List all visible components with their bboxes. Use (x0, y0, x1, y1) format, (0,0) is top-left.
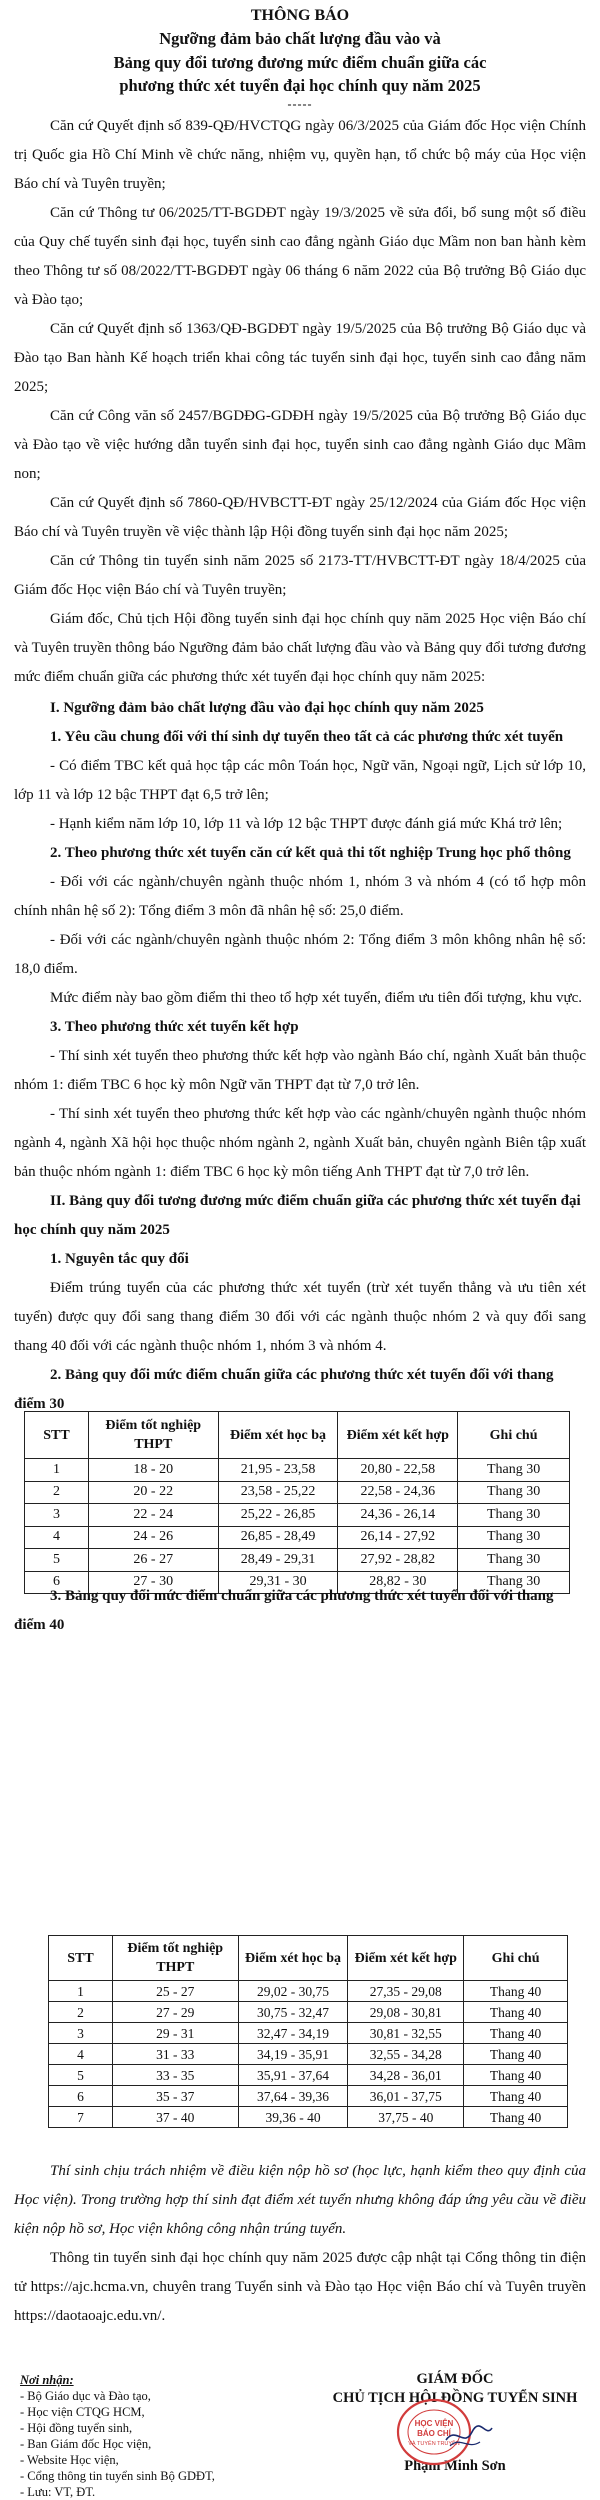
table-cell: 30,75 - 32,47 (238, 2002, 348, 2023)
table-cell: 26 - 27 (88, 1549, 218, 1572)
table-cell: Thang 40 (464, 2023, 568, 2044)
table-cell: 2 (49, 2002, 113, 2023)
signer-title-1: GIÁM ĐỐC (416, 2371, 494, 2387)
preamble-paragraph: Căn cứ Thông tư 06/2025/TT-BGDĐT ngày 19/3/2025 về sửa đổi, bổ sung một số điều của Quy chế tuyển sinh đại học, tuyển sinh cao đẳng ngành Giáo dục Mầm non ban hành kèm theo Thông tư số 08/2022/TT-BGDĐT ngày 06 tháng 6 năm 2022 của Bộ trưởng Bộ Giáo dục và Đào tạo; (14, 205, 586, 308)
recipient-item: - Hội đồng tuyển sinh, (20, 2421, 133, 2435)
table-cell: 25 - 27 (112, 1981, 238, 2002)
table-cell: Thang 40 (464, 2107, 568, 2128)
table-cell: 27 - 30 (88, 1571, 218, 1594)
table-cell: 27 - 29 (112, 2002, 238, 2023)
table-cell: Thang 40 (464, 2086, 568, 2107)
title-line-3: phương thức xét tuyển đại học chính quy năm 2025 (119, 76, 481, 96)
table-cell: 26,14 - 27,92 (338, 1526, 458, 1549)
table-cell: 32,47 - 34,19 (238, 2023, 348, 2044)
table-cell: 36,01 - 37,75 (348, 2086, 464, 2107)
section-1-sub-3: 3. Theo phương thức xét tuyển kết hợp (50, 1019, 299, 1035)
table-row (49, 1981, 568, 2002)
table-cell: 28,82 - 30 (338, 1571, 458, 1594)
preamble-paragraph: Giám đốc, Chủ tịch Hội đồng tuyển sinh đại học chính quy năm 2025 Học viện Báo chí và Tuyên truyền thông báo Ngưỡng đảm bảo chất lượng đầu vào và Bảng quy đổi tương đương mức điểm chuẩn giữa các phương thức xét tuyển đại học chính quy năm 2025: (14, 611, 586, 685)
table-cell: 30,81 - 32,55 (348, 2023, 464, 2044)
preamble-paragraph: Căn cứ Quyết định số 7860-QĐ/HVBCTT-ĐT ngày 25/12/2024 của Giám đốc Học viện Báo chí và Tuyên truyền về việc thành lập Hội đồng tuyển sinh đại học năm 2025; (14, 495, 586, 540)
table-cell: Thang 30 (458, 1481, 570, 1504)
table-cell: 1 (25, 1459, 89, 1482)
section-1-title: I. Ngưỡng đảm bảo chất lượng đầu vào đại học chính quy năm 2025 (50, 700, 484, 716)
table-cell: Thang 30 (458, 1504, 570, 1527)
preamble-paragraph: Căn cứ Công văn số 2457/BGDĐG-GDĐH ngày 19/5/2025 của Bộ trưởng Bộ Giáo dục và Đào tạo về việc hướng dẫn tuyển sinh đại học, tuyển sinh cao đẳng ngành Giáo dục Mầm non; (14, 408, 586, 482)
preamble-paragraph: Căn cứ Thông tin tuyển sinh năm 2025 số 2173-TT/HVBCTT-ĐT ngày 18/4/2025 của Giám đốc Học viện Báo chí và Tuyên truyền; (14, 553, 586, 598)
table-cell: 34,28 - 36,01 (348, 2065, 464, 2086)
table-cell: 21,95 - 23,58 (218, 1459, 338, 1482)
document-header (0, 2, 600, 112)
table-row (25, 1526, 570, 1549)
table-cell: 24 - 26 (88, 1526, 218, 1549)
table-cell: 20,80 - 22,58 (338, 1459, 458, 1482)
section-1-sub-2: 2. Theo phương thức xét tuyển căn cứ kết quả thi tốt nghiệp Trung học phổ thông (50, 845, 571, 861)
table-cell: Thang 30 (458, 1549, 570, 1572)
preamble-paragraph: Căn cứ Quyết định số 839-QĐ/HVCTQG ngày 06/3/2025 của Giám đốc Học viện Chính trị Quốc gia Hồ Chí Minh về chức năng, nhiệm vụ, quyền hạn, tổ chức bộ máy của Học viện Báo chí và Tuyên truyền; (14, 118, 586, 192)
column-header: Điểm xét học bạ (218, 1412, 338, 1459)
table-cell: Thang 40 (464, 1981, 568, 2002)
table-cell: 37,75 - 40 (348, 2107, 464, 2128)
section-2-sub-1: 1. Nguyên tắc quy đổi (50, 1251, 189, 1267)
table-cell: 37,64 - 39,36 (238, 2086, 348, 2107)
table-cell: 20 - 22 (88, 1481, 218, 1504)
table-cell: 31 - 33 (112, 2044, 238, 2065)
official-stamp-icon (394, 2388, 494, 2468)
notice-heading: THÔNG BÁO (250, 7, 350, 24)
document-body (14, 112, 586, 1419)
column-header: STT (25, 1412, 89, 1459)
table-cell: 6 (25, 1571, 89, 1594)
conversion-table-30 (24, 1411, 570, 1594)
section-1-item: - Hạnh kiểm năm lớp 10, lớp 11 và lớp 12 bậc THPT được đánh giá mức Khá trở lên; (50, 816, 563, 832)
recipient-item: - Ban Giám đốc Học viện, (20, 2437, 152, 2451)
table-row (25, 1504, 570, 1527)
recipient-item: - Website Học viện, (20, 2453, 119, 2467)
signer-title-2: CHỦ TỊCH HỘI ĐỒNG TUYỂN SINH (332, 2390, 578, 2406)
table-row (49, 2023, 568, 2044)
table-cell: 23,58 - 25,22 (218, 1481, 338, 1504)
table-cell: Thang 30 (458, 1571, 570, 1594)
column-header: Điểm xét kết hợp (348, 1936, 464, 1981)
table-cell: Thang 40 (464, 2002, 568, 2023)
title-separator: ----- (287, 96, 313, 111)
table-body (49, 1981, 568, 2128)
table-row (49, 2107, 568, 2128)
table-cell: 39,36 - 40 (238, 2107, 348, 2128)
responsibility-note: Thí sinh chịu trách nhiệm về điều kiện nộp hồ sơ (học lực, hạnh kiểm theo quy định của Học viện). Trong trường hợp thí sinh đạt điểm xét tuyển nhưng không đáp ứng yêu cầu về điều kiện nộp hồ sơ, Học viện không công nhận trúng tuyển. (14, 2163, 586, 2237)
table-cell: 5 (49, 2065, 113, 2086)
table-cell: Thang 30 (458, 1526, 570, 1549)
table-cell: 29,08 - 30,81 (348, 2002, 464, 2023)
info-paragraph: Thông tin tuyển sinh đại học chính quy năm 2025 được cập nhật tại Cổng thông tin điện tử https://ajc.hcma.vn, chuyên trang Tuyển sinh và Đào tạo Học viện Báo chí và Tuyên truyền https://daotaoajc.edu.vn/. (14, 2250, 586, 2324)
recipient-item: - Học viện CTQG HCM, (20, 2405, 145, 2419)
table-cell: 3 (25, 1504, 89, 1527)
table-cell: 7 (49, 2107, 113, 2128)
table-body (25, 1459, 570, 1594)
table-row (25, 1549, 570, 1572)
table-cell: 37 - 40 (112, 2107, 238, 2128)
table-row (25, 1481, 570, 1504)
table-cell: 26,85 - 28,49 (218, 1526, 338, 1549)
table-cell: 35 - 37 (112, 2086, 238, 2107)
table-cell: 22 - 24 (88, 1504, 218, 1527)
recipient-item: - Lưu: VT, ĐT. (20, 2485, 96, 2499)
section-2-sub-3: 3. Bảng quy đổi mức điểm chuẩn giữa các phương thức xét tuyển đối với thang điểm 40 (14, 1588, 554, 1633)
table-cell: 5 (25, 1549, 89, 1572)
table-cell: 33 - 35 (112, 2065, 238, 2086)
table-cell: 27,92 - 28,82 (338, 1549, 458, 1572)
section-1-item: Mức điểm này bao gồm điểm thi theo tổ hợp xét tuyển, điểm ưu tiên đối tượng, khu vực. (50, 990, 583, 1006)
section-1-item: - Đối với các ngành/chuyên ngành thuộc nhóm 2: Tổng điểm 3 môn không nhân hệ số: 18,0 điểm. (14, 932, 586, 977)
section-1-item: - Thí sinh xét tuyển theo phương thức kết hợp vào các ngành/chuyên ngành thuộc nhóm ngành 4, ngành Xã hội học thuộc nhóm ngành 2, ngành Xuất bản, chuyên ngành Biên tập xuất bản thuộc nhóm ngành 1: điểm TBC 6 học kỳ môn tiếng Anh THPT đạt từ 7,0 trở lên. (14, 1106, 586, 1180)
table-header-row (25, 1412, 570, 1459)
table-row (49, 2044, 568, 2065)
column-header: Ghi chú (458, 1412, 570, 1459)
table-cell: 29 - 31 (112, 2023, 238, 2044)
table-cell: 18 - 20 (88, 1459, 218, 1482)
table-cell: 6 (49, 2086, 113, 2107)
column-header: Điểm xét kết hợp (338, 1412, 458, 1459)
signer-name: Phạm Minh Sơn (404, 2458, 506, 2474)
section-2-title: II. Bảng quy đổi tương đương mức điểm chuẩn giữa các phương thức xét tuyển đại học chính quy năm 2025 (14, 1193, 581, 1238)
table-cell: 28,49 - 29,31 (218, 1549, 338, 1572)
table-cell: Thang 40 (464, 2044, 568, 2065)
table-cell: Thang 30 (458, 1459, 570, 1482)
column-header: Điểm xét học bạ (238, 1936, 348, 1981)
recipients-label: Nơi nhận: (20, 2373, 74, 2387)
svg-text:VÀ TUYÊN TRUYỀN: VÀ TUYÊN TRUYỀN (408, 2441, 460, 2447)
preamble-paragraph: Căn cứ Quyết định số 1363/QĐ-BGDĐT ngày 19/5/2025 của Bộ trưởng Bộ Giáo dục và Đào tạo Ban hành Kế hoạch triển khai công tác tuyển sinh đại học, tuyển sinh cao đẳng năm 2025; (14, 321, 586, 395)
recipient-item: - Cổng thông tin tuyển sinh Bộ GDĐT, (20, 2469, 215, 2483)
table-row (25, 1459, 570, 1482)
column-header: Ghi chú (464, 1936, 568, 1981)
table-cell: 32,55 - 34,28 (348, 2044, 464, 2065)
table-cell: 29,31 - 30 (218, 1571, 338, 1594)
table-row (49, 2086, 568, 2107)
section-1-item: - Đối với các ngành/chuyên ngành thuộc nhóm 1, nhóm 3 và nhóm 4 (có tổ hợp môn chính nhân hệ số 2): Tổng điểm 3 môn đã nhân hệ số: 25,0 điểm. (14, 874, 586, 919)
closing-block (14, 2157, 586, 2331)
section-2-paragraph: Điểm trúng tuyển của các phương thức xét tuyển (trừ xét tuyển thẳng và ưu tiên xét tuyển) được quy đổi sang thang điểm 30 đối với các ngành thuộc nhóm 2 và quy đổi sang thang 40 đối với các ngành thuộc nhóm 1, nhóm 3 và nhóm 4. (14, 1280, 586, 1354)
table-cell: 27,35 - 29,08 (348, 1981, 464, 2002)
table-cell: 29,02 - 30,75 (238, 1981, 348, 2002)
section-1-item: - Có điểm TBC kết quả học tập các môn Toán học, Ngữ văn, Ngoại ngữ, Lịch sử lớp 10, lớp 11 và lớp 12 bậc THPT đạt 6,5 trở lên; (14, 758, 586, 803)
table-row (49, 2002, 568, 2023)
svg-text:BÁO CHÍ: BÁO CHÍ (417, 2429, 451, 2438)
table-cell: 22,58 - 24,36 (338, 1481, 458, 1504)
svg-text:HỌC VIỆN: HỌC VIỆN (414, 2419, 454, 2428)
section-2-sub-2: 2. Bảng quy đổi mức điểm chuẩn giữa các phương thức xét tuyển đối với thang điểm 30 (14, 1367, 554, 1412)
column-header: Điểm tốt nghiệp THPT (112, 1936, 238, 1981)
table-cell: 35,91 - 37,64 (238, 2065, 348, 2086)
title-line-1: Ngưỡng đảm bảo chất lượng đầu vào và (159, 29, 441, 48)
recipients-block (20, 2372, 215, 2500)
section-1-sub-1: 1. Yêu cầu chung đối với thí sinh dự tuyển theo tất cả các phương thức xét tuyển (50, 729, 564, 745)
table-cell: 4 (25, 1526, 89, 1549)
table-row (49, 2065, 568, 2086)
conversion-table-40 (48, 1935, 568, 2128)
table-cell: 34,19 - 35,91 (238, 2044, 348, 2065)
column-header: Điểm tốt nghiệp THPT (88, 1412, 218, 1459)
table-cell: 1 (49, 1981, 113, 2002)
table-cell: 4 (49, 2044, 113, 2065)
table-header-row (49, 1936, 568, 1981)
title-line-2: Bảng quy đổi tương đương mức điểm chuẩn giữa các (113, 52, 487, 72)
table-cell: Thang 40 (464, 2065, 568, 2086)
column-header: STT (49, 1936, 113, 1981)
table-cell: 2 (25, 1481, 89, 1504)
recipient-item: - Bộ Giáo dục và Đào tạo, (20, 2389, 151, 2403)
table-cell: 3 (49, 2023, 113, 2044)
table-cell: 25,22 - 26,85 (218, 1504, 338, 1527)
table-cell: 24,36 - 26,14 (338, 1504, 458, 1527)
section-1-item: - Thí sinh xét tuyển theo phương thức kết hợp vào ngành Báo chí, ngành Xuất bản thuộc nhóm 1: điểm TBC 6 học kỳ môn Ngữ văn THPT đạt từ 7,0 trở lên. (14, 1048, 586, 1093)
